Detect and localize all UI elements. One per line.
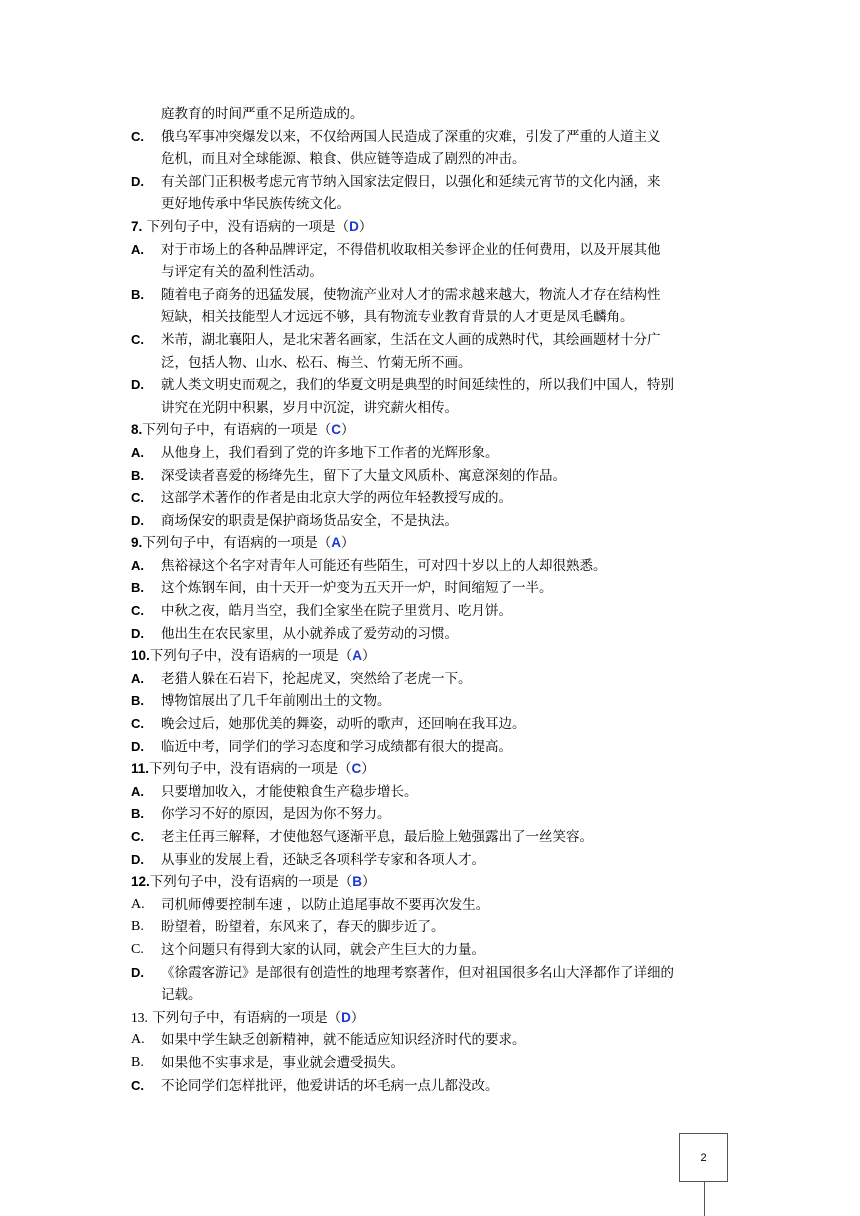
close-paren: ）	[341, 535, 355, 552]
option-text: 就人类文明史而观之，我们的华夏文明是典型的时间延续性的，所以我们中国人，特别	[161, 377, 674, 394]
question-stem	[131, 645, 736, 668]
question-number: 10.	[131, 648, 150, 664]
option-text: 如果中学生缺乏创新精神，就不能适应知识经济时代的要求。	[161, 1032, 526, 1049]
answer-option	[131, 781, 736, 804]
question-number: 8.	[131, 422, 143, 438]
option-label: C.	[131, 603, 144, 619]
option-label: D.	[131, 625, 144, 641]
close-paren: ）	[350, 1009, 365, 1026]
answer-option	[131, 690, 736, 713]
option-label: C.	[131, 941, 144, 957]
answer-letter: A	[352, 648, 363, 664]
option-text: 这个炼钢车间，由十天开一炉变为五天开一炉，时间缩短了一半。	[161, 580, 553, 597]
answer-option	[131, 849, 736, 872]
option-label: D.	[131, 512, 144, 528]
option-label: B.	[131, 919, 144, 935]
option-text: 临近中考，同学们的学习态度和学习成绩都有很大的提高。	[161, 738, 512, 755]
answer-option	[131, 1029, 736, 1052]
answer-option	[131, 894, 736, 917]
answer-option	[131, 962, 736, 985]
answer-option	[131, 736, 736, 759]
answer-letter: C	[351, 761, 362, 777]
option-text: 老主任再三解释，才使他怒气逐渐平息，最后脸上勉强露出了一丝笑容。	[161, 829, 593, 845]
option-text: 不论同学们怎样批评，他爱讲话的坏毛病一点儿都没改。	[161, 1077, 499, 1094]
answer-letter: B	[352, 874, 363, 890]
answer-option	[131, 487, 736, 510]
option-label: B.	[131, 467, 144, 483]
continuation-line: 与评定有关的盈利性活动。	[161, 264, 323, 281]
option-text: 对于市场上的各种品牌评定，不得借机收取相关参评企业的任何费用，以及开展其他	[161, 241, 661, 258]
option-text: 老猎人躲在石岩下，抡起虎叉，突然给了老虎一下。	[161, 670, 472, 687]
question-stem	[131, 758, 736, 781]
question-text: 下列句子中，没有语病的一项是（	[142, 218, 350, 235]
page-number: 2	[700, 1151, 707, 1164]
option-label: C.	[131, 1077, 144, 1093]
answer-option	[131, 803, 736, 826]
answer-option	[131, 555, 736, 578]
question-number: 7.	[131, 218, 143, 234]
answer-option	[131, 374, 736, 397]
option-label: D.	[131, 377, 144, 393]
option-label: A.	[131, 896, 145, 912]
option-text: 有关部门正积极考虑元宵节纳入国家法定假日，以强化和延续元宵节的文化内涵，来	[161, 173, 661, 190]
answer-option	[131, 623, 736, 646]
question-list	[131, 103, 736, 1097]
option-text: 如果他不实事求是，事业就会遭受损失。	[161, 1054, 404, 1071]
continuation-line: 庭教育的时间严重不足所造成的。	[161, 106, 364, 122]
option-text: 他出生在农民家里，从小就养成了爱劳动的习惯。	[161, 625, 458, 642]
close-paren: ）	[361, 761, 375, 778]
option-label: D.	[131, 964, 144, 980]
option-label: C.	[131, 331, 144, 347]
continuation-line: 讲究在光阴中积累，岁月中沉淀，讲究薪火相传。	[161, 399, 458, 416]
answer-option	[131, 939, 736, 962]
question-text: 下列句子中，有语病的一项是（	[142, 422, 332, 439]
answer-option	[131, 510, 736, 533]
option-label: B.	[131, 1054, 144, 1070]
question-number: 12.	[131, 874, 150, 890]
continuation-line: 短缺，相关技能型人才远远不够，具有物流专业教育背景的人才更是凤毛麟角。	[161, 309, 634, 326]
option-text: 深受读者喜爱的杨绛先生，留下了大量文风质朴、寓意深刻的作品。	[161, 467, 566, 484]
option-label: C.	[131, 490, 144, 506]
answer-option	[131, 713, 736, 736]
option-label: D.	[131, 851, 144, 867]
option-text: 焦裕禄这个名字对青年人可能还有些陌生，可对四十岁以上的人却很熟悉。	[161, 557, 607, 574]
question-text: 下列句子中，没有语病的一项是（	[149, 648, 353, 665]
option-text: 随着电子商务的迅猛发展，使物流产业对人才的需求越来越大，物流人才存在结构性	[161, 286, 661, 303]
option-label: A.	[131, 783, 144, 799]
question-text: 下列句子中，有语病的一项是（	[142, 535, 332, 552]
continuation-line: 更好地传承中华民族传统文化。	[161, 196, 350, 213]
option-text: 这部学术著作的作者是由北京大学的两位年轻教授写成的。	[161, 490, 512, 507]
question-stem	[131, 216, 736, 239]
answer-option	[131, 577, 736, 600]
answer-option	[131, 1052, 736, 1075]
option-label: A.	[131, 557, 144, 573]
option-label: B.	[131, 693, 144, 709]
option-text: 从事业的发展上看，还缺乏各项科学专家和各项人才。	[161, 851, 485, 868]
answer-letter: D	[349, 218, 359, 234]
option-text: 晚会过后，她那优美的舞姿，动听的歌声，还回响在我耳边。	[161, 716, 526, 733]
answer-option	[131, 329, 736, 352]
continuation-line: 记载。	[161, 987, 202, 1004]
option-text: 中秋之夜，皓月当空，我们全家坐在院子里赏月、吃月饼。	[161, 603, 512, 620]
answer-option	[131, 600, 736, 623]
page-number-box	[679, 1133, 728, 1182]
question-stem	[131, 1007, 736, 1030]
continuation-line: 泛，包括人物、山水、松石、梅兰、竹菊无所不画。	[161, 354, 472, 371]
option-label: A.	[131, 670, 144, 686]
question-stem	[131, 532, 736, 555]
option-text: 司机师傅要控制车速 ，以防止追尾事故不要再次发生。	[161, 896, 490, 913]
question-text: 下列句子中，有语病的一项是（	[147, 1009, 342, 1026]
question-stem	[131, 419, 736, 442]
option-label: D.	[131, 738, 144, 754]
option-text: 从他身上，我们看到了党的许多地下工作者的光辉形象。	[161, 444, 499, 461]
close-paren: ）	[362, 874, 376, 891]
close-paren: ）	[358, 218, 373, 235]
answer-option	[131, 126, 736, 149]
option-text: 俄乌军事冲突爆发以来，不仅给两国人民造成了深重的灾难，引发了严重的人道主义	[161, 128, 661, 145]
option-text: 盼望着，盼望着，东风来了，春天的脚步近了。	[161, 919, 445, 936]
question-number: 11.	[131, 761, 150, 777]
option-label: B.	[131, 580, 144, 596]
question-number: 9.	[131, 535, 143, 551]
question-text: 下列句子中，没有语病的一项是（	[149, 874, 353, 891]
answer-option	[131, 668, 736, 691]
answer-option	[131, 826, 736, 849]
option-label: A.	[131, 1032, 145, 1048]
page-number-connector	[704, 1182, 705, 1216]
answer-option	[131, 171, 736, 194]
option-text: 米芾，湖北襄阳人，是北宋著名画家，生活在文人画的成熟时代，其绘画题材十分广	[161, 331, 661, 348]
answer-letter: D	[341, 1009, 351, 1025]
answer-letter: C	[331, 422, 342, 438]
answer-option	[131, 442, 736, 465]
question-text: 下列句子中，没有语病的一项是（	[149, 761, 352, 778]
option-label: B.	[131, 286, 144, 302]
close-paren: ）	[341, 422, 355, 439]
question-stem	[131, 871, 736, 894]
option-label: A.	[131, 241, 144, 257]
answer-option	[131, 1075, 736, 1098]
option-label: B.	[131, 806, 144, 822]
question-number: 13.	[131, 1009, 148, 1025]
option-text: 《徐霞客游记》是部很有创造性的地理考察著作，但对祖国很多名山大泽都作了详细的	[161, 964, 674, 981]
option-label: C.	[131, 128, 144, 144]
option-text: 这个问题只有得到大家的认同，就会产生巨大的力量。	[161, 941, 485, 958]
continuation-line: 危机，而且对全球能源、粮食、供应链等造成了剧烈的冲击。	[161, 151, 526, 168]
close-paren: ）	[362, 648, 376, 665]
answer-letter: A	[331, 535, 342, 551]
option-text: 你学习不好的原因，是因为你不努力。	[161, 806, 391, 823]
option-label: D.	[131, 173, 144, 189]
option-text: 只要增加收入，才能使粮食生产稳步增长。	[161, 783, 418, 800]
option-label: C.	[131, 829, 144, 844]
answer-option	[131, 465, 736, 488]
answer-option	[131, 284, 736, 307]
option-label: C.	[131, 716, 144, 732]
option-text: 博物馆展出了几千年前刚出土的文物。	[161, 693, 391, 710]
option-label: A.	[131, 444, 144, 460]
option-text: 商场保安的职责是保护商场货品安全，不是执法。	[161, 512, 458, 529]
answer-option	[131, 916, 736, 939]
answer-option	[131, 239, 736, 262]
